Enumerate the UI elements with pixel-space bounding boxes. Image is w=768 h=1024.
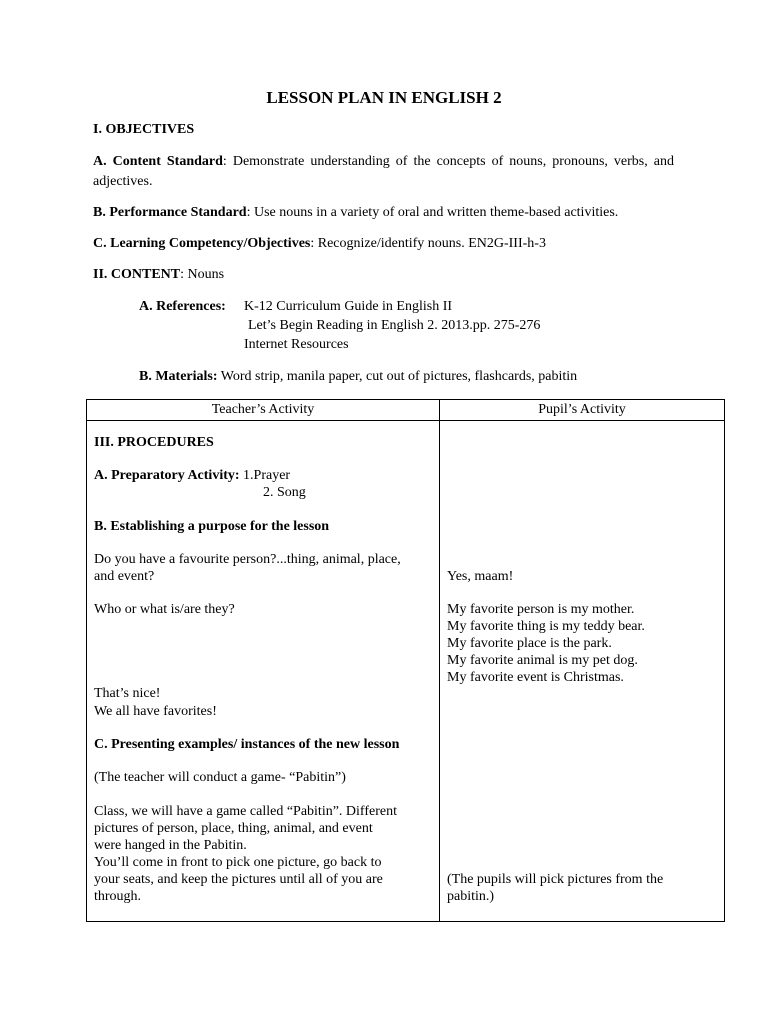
content-standard-text: : Demonstrate understanding of the concepts of nouns, pronouns, verbs, and adjectives.	[93, 154, 674, 189]
learning-competency	[93, 235, 546, 253]
reference-line: K-12 Curriculum Guide in English II	[244, 299, 453, 314]
preparatory-label: A. Preparatory Activity:	[94, 468, 240, 483]
favorite-line: My favorite animal is my pet dog.	[447, 653, 638, 668]
instruction-line: were hanged in the Pabitin.	[94, 838, 247, 853]
header-teacher-activity: Teacher’s Activity	[87, 400, 440, 421]
pupil-action-line: pabitin.)	[447, 889, 495, 904]
content-label: II. CONTENT	[93, 267, 181, 282]
teacher-activity-cell	[87, 421, 440, 922]
objectives-heading: I. OBJECTIVES	[93, 122, 195, 137]
materials-label: B. Materials:	[139, 369, 218, 384]
performance-standard-letter: B	[93, 205, 103, 220]
table-header-row	[87, 400, 725, 421]
reference-line: Internet Resources	[244, 337, 349, 352]
content-standard-label: A. Content Standard	[93, 154, 223, 169]
preparatory-activity	[94, 467, 290, 484]
favorite-line: My favorite place is the park.	[447, 636, 612, 651]
preparatory-item: 2. Song	[263, 485, 306, 500]
pupil-cell-content	[440, 421, 724, 921]
question-two: Who or what is/are they?	[94, 602, 235, 617]
pupil-activity-cell	[440, 421, 725, 922]
learning-competency-label: C. Learning Competency/Objectives	[93, 236, 311, 251]
favorite-line: My favorite thing is my teddy bear.	[447, 619, 645, 634]
reference-line: Let’s Begin Reading in English 2. 2013.pp. 275-276	[248, 318, 541, 333]
instruction-line: Class, we will have a game called “Pabitin”. Different	[94, 804, 397, 819]
procedures-heading: III. PROCEDURES	[94, 435, 214, 450]
pupil-answer: Yes, maam!	[447, 569, 514, 584]
favorite-line: My favorite event is Christmas.	[447, 670, 624, 685]
content-text: : Nouns	[180, 267, 225, 282]
game-note: (The teacher will conduct a game- “Pabitin”)	[94, 770, 346, 785]
materials	[139, 368, 577, 386]
response-line: We all have favorites!	[94, 704, 217, 719]
references-label: A. References:	[139, 299, 226, 314]
instruction-line: You’ll come in front to pick one picture, go back to	[94, 855, 382, 870]
content-section	[93, 266, 224, 284]
question-line: and event?	[94, 569, 155, 584]
question-line: Do you have a favourite person?...thing, animal, place,	[94, 552, 401, 567]
instruction-line: pictures of person, place, thing, animal, and event	[94, 821, 373, 836]
teacher-cell-content	[87, 421, 439, 921]
performance-standard	[93, 204, 618, 222]
preparatory-item: 1.Prayer	[243, 468, 291, 483]
table-row	[87, 421, 725, 922]
pupil-action-line: (The pupils will pick pictures from the	[447, 872, 664, 887]
purpose-heading: B. Establishing a purpose for the lesson	[94, 519, 330, 534]
instruction-line: your seats, and keep the pictures until all of you are	[94, 872, 383, 887]
favorite-line: My favorite person is my mother.	[447, 602, 635, 617]
response-line: That’s nice!	[94, 686, 161, 701]
materials-text: Word strip, manila paper, cut out of pictures, flashcards, pabitin	[217, 369, 578, 384]
presenting-heading: C. Presenting examples/ instances of the new lesson	[94, 737, 400, 752]
performance-standard-label: . Performance Standard	[102, 205, 247, 220]
procedures-table	[86, 399, 725, 922]
header-pupil-activity: Pupil’s Activity	[440, 400, 725, 421]
instruction-line: through.	[94, 889, 142, 904]
learning-competency-text: : Recognize/identify nouns. EN2G-III-h-3	[310, 236, 546, 251]
content-standard	[93, 152, 674, 192]
page-title: LESSON PLAN IN ENGLISH 2	[266, 88, 502, 107]
performance-standard-text: : Use nouns in a variety of oral and written theme-based activities.	[246, 205, 619, 220]
